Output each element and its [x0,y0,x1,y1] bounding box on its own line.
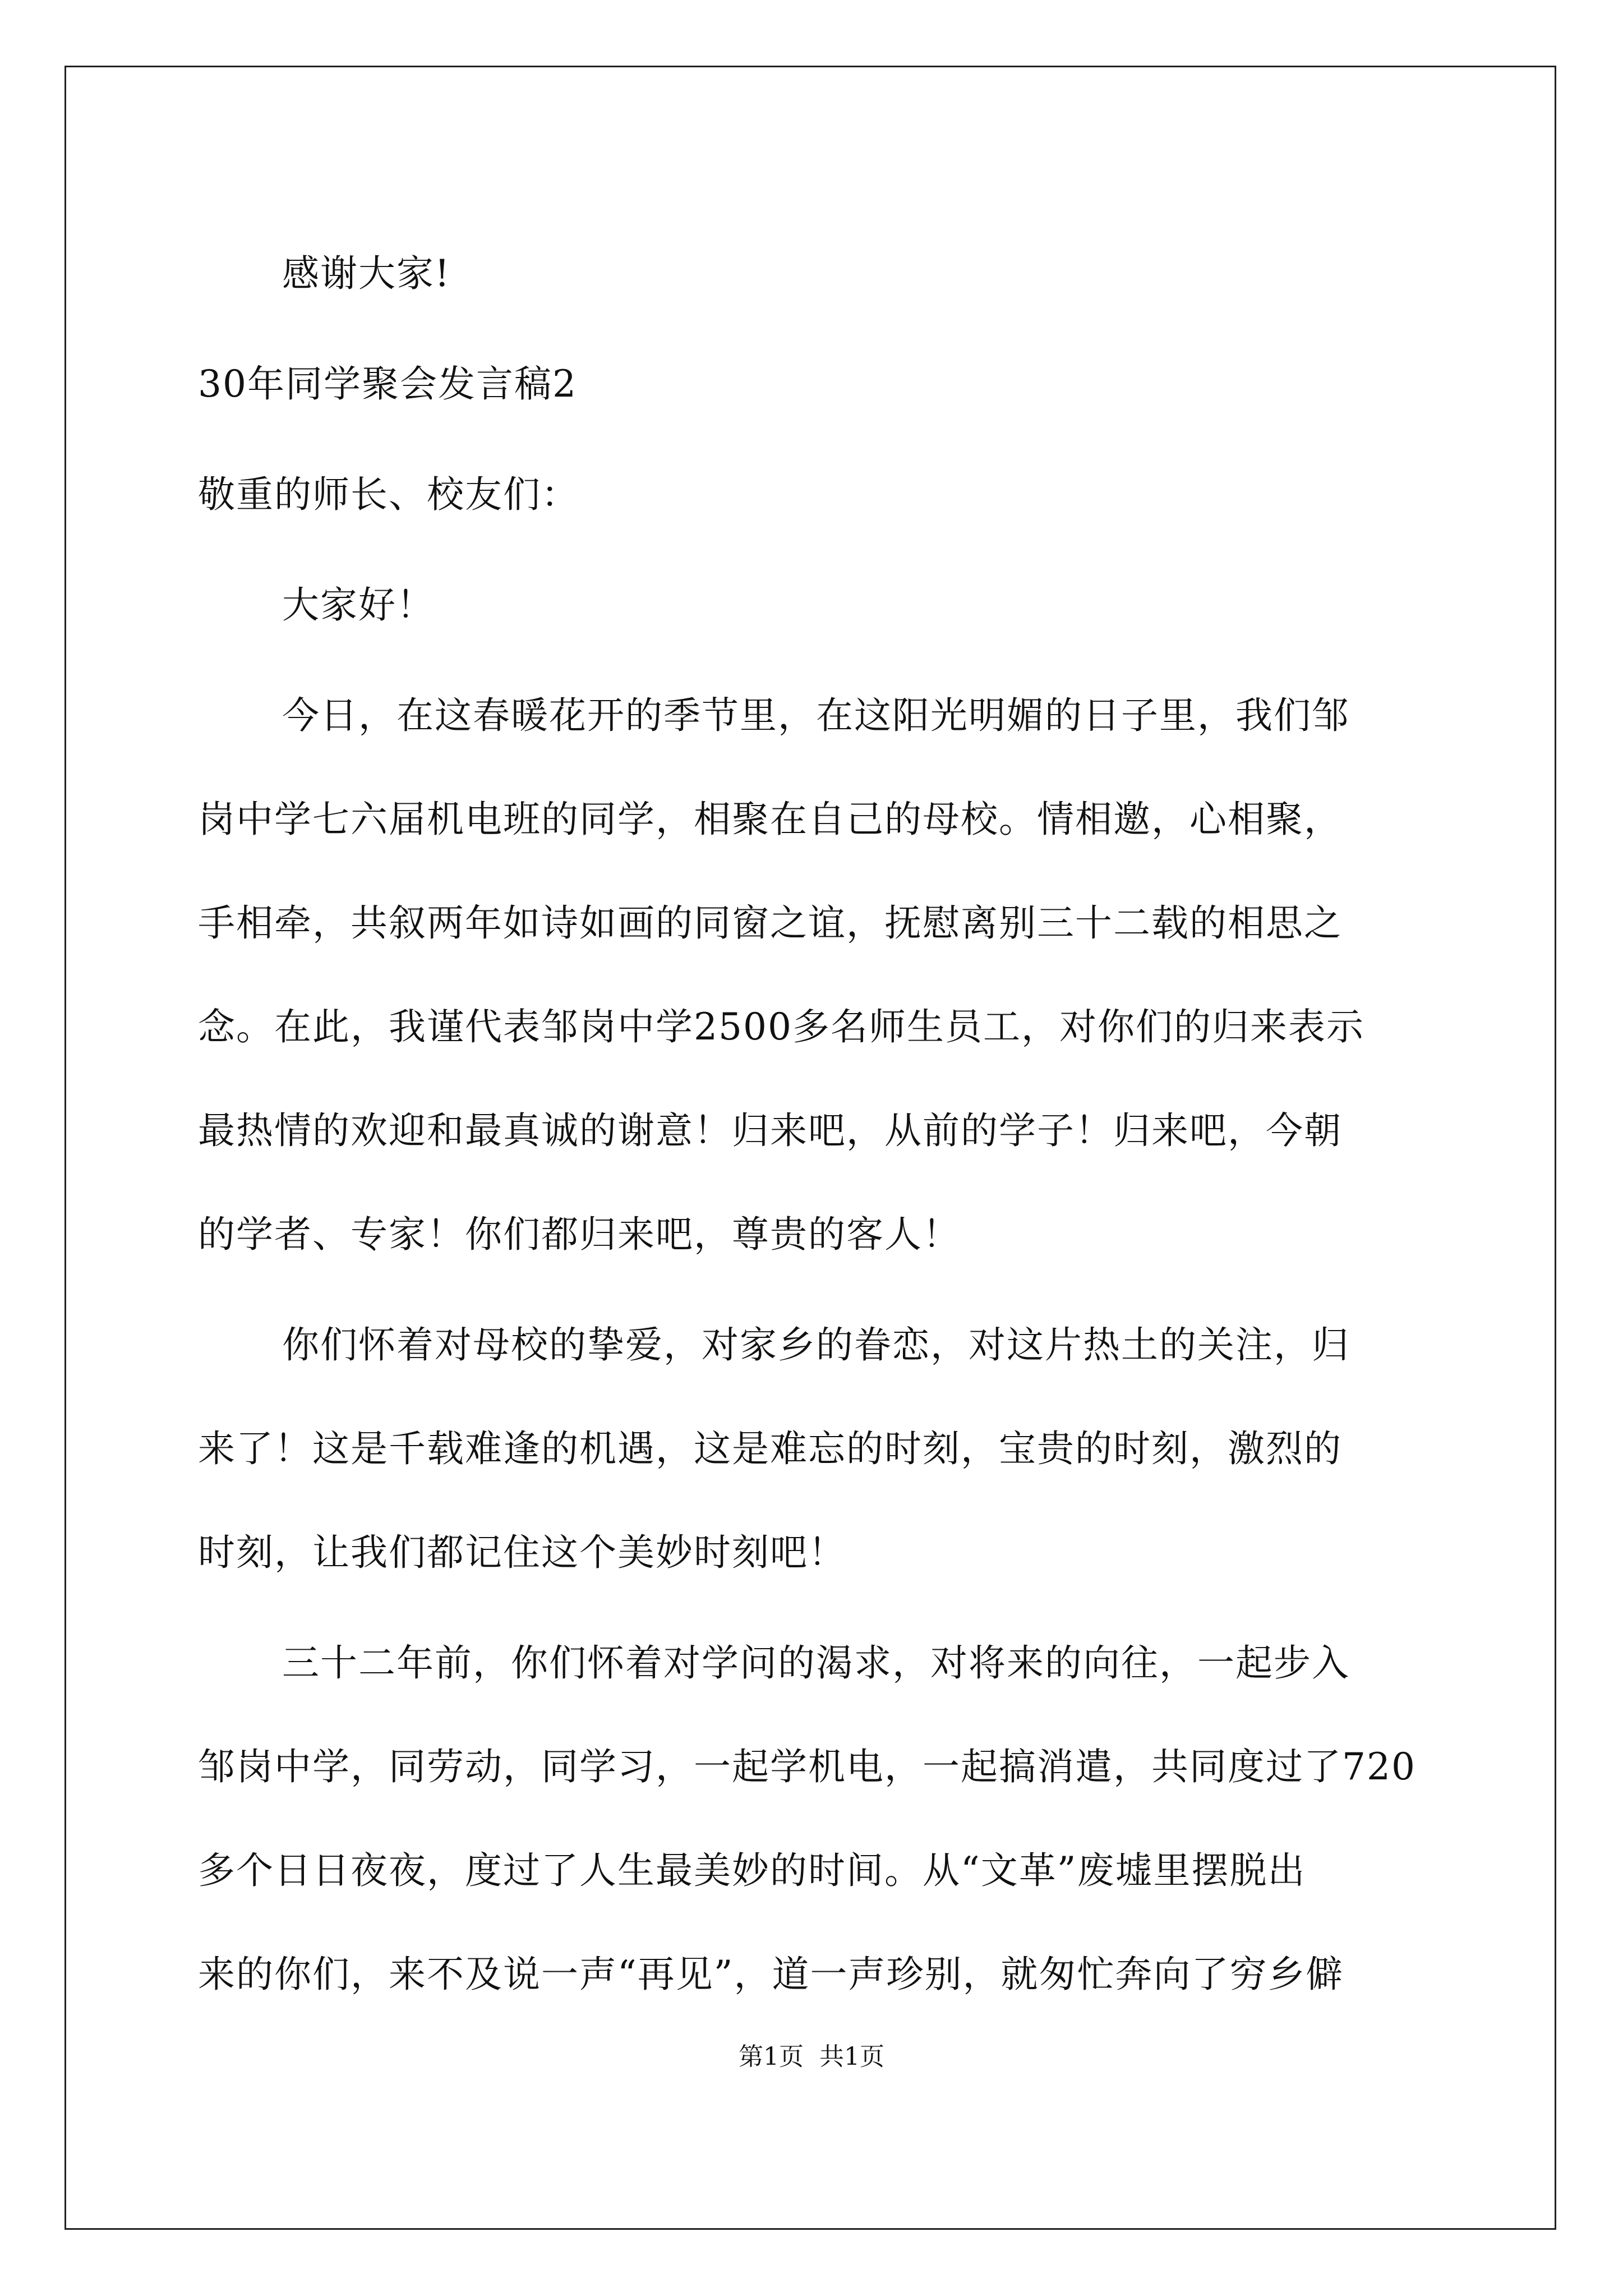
paragraph-3-line-1: 三十二年前，你们怀着对学问的渴求，对将来的向往，一起步入 [282,1641,1350,1685]
paragraph-1-line-1: 今日，在这春暖花开的季节里，在这阳光明媚的日子里，我们邹 [282,694,1350,737]
paragraph-1-line-3: 手相牵，共叙两年如诗如画的同窗之谊，抚慰离别三十二载的相思之 [198,901,1342,945]
page-footer [0,2036,1623,2072]
paragraph-3-line-2: 邹岗中学，同劳动，同学习，一起学机电，一起搞消遣，共同度过了720 [198,1745,1416,1788]
paragraph-3-line-3: 多个日日夜夜，度过了人生最美妙的时间。从“文革”废墟里摆脱出 [198,1849,1306,1892]
salutation: 敬重的师长、校友们： [198,473,579,516]
greeting: 大家好！ [282,583,435,627]
paragraph-1-line-6: 的学者、专家！你们都归来吧，尊贵的客人！ [198,1213,961,1256]
paragraph-1-line-2: 岗中学七六届机电班的同学，相聚在自己的母校。情相邀，心相聚， [198,798,1342,841]
paragraph-2-line-1: 你们怀着对母校的挚爱，对家乡的眷恋，对这片热土的关注，归 [282,1323,1350,1366]
page-total: 共1页 [819,2042,884,2071]
paragraph-2-line-2: 来了！这是千载难逢的机遇，这是难忘的时刻，宝贵的时刻，激烈的 [198,1427,1342,1470]
paragraph-1-line-5: 最热情的欢迎和最真诚的谢意！归来吧，从前的学子！归来吧，今朝 [198,1109,1342,1152]
paragraph-2-line-3: 时刻，让我们都记住这个美妙时刻吧！ [198,1531,846,1574]
document-body [198,222,1432,2026]
section-title: 30年同学聚会发言稿2 [198,362,577,406]
closing-line: 感谢大家! [282,252,451,295]
paragraph-1-line-4: 念。在此，我谨代表邹岗中学2500多名师生员工，对你们的归来表示 [198,1005,1364,1048]
paragraph-3-line-4: 来的你们，来不及说一声“再见”，道一声珍别，就匆忙奔向了穷乡僻 [198,1953,1344,1996]
page-number: 第1页 [739,2042,804,2071]
